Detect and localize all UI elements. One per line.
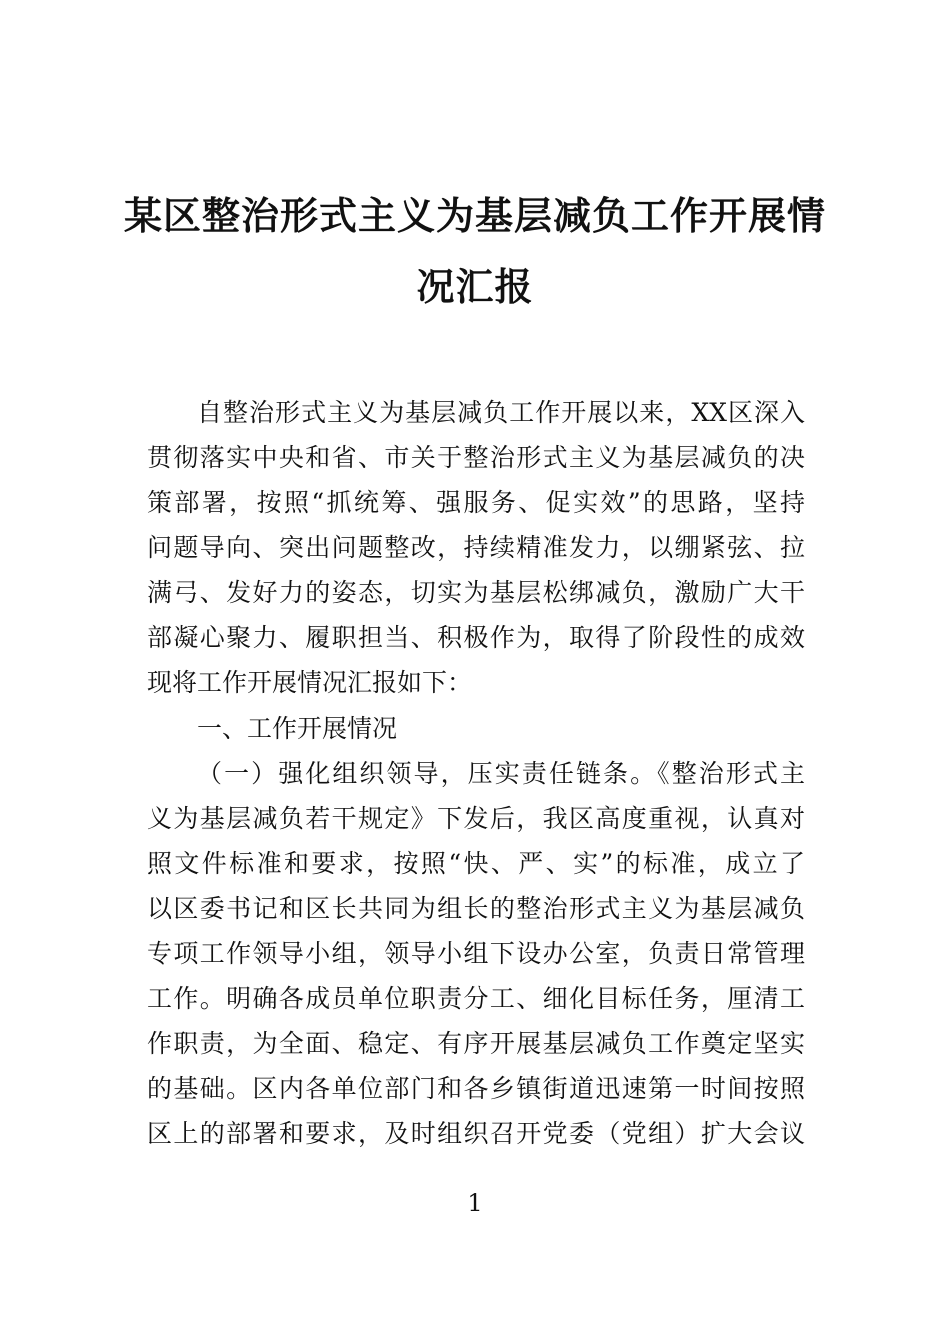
section-one-paragraph-line: 以区委书记和区长共同为组长的整治形式主义为基层减负 [147, 894, 805, 923]
document-title-line-1: 某区整治形式主义为基层减负工作开展情 [123, 193, 826, 238]
intro-paragraph-line: 贯彻落实中央和省、市关于整治形式主义为基层减负的决 [147, 443, 805, 472]
section-one-paragraph-line: 作职责，为全面、稳定、有序开展基层减负工作奠定坚实 [147, 1029, 805, 1058]
section-one-paragraph-line: 义为基层减负若干规定》下发后，我区高度重视，认真对 [147, 804, 805, 833]
section-one-paragraph-line: 的基础。区内各单位部门和各乡镇街道迅速第一时间按照 [147, 1074, 805, 1103]
intro-paragraph-line: 满弓、发好力的姿态，切实为基层松绑减负，激励广大干 [147, 578, 805, 607]
page-number: 1 [467, 1189, 483, 1217]
intro-paragraph-line: 策部署，按照“抓统筹、强服务、促实效”的思路，坚持 [147, 488, 805, 517]
section-one-paragraph-line: 照文件标准和要求，按照“快、严、实”的标准，成立了 [147, 849, 805, 878]
section-heading: 一、工作开展情况 [197, 714, 398, 743]
intro-paragraph-line: 问题导向、突出问题整改，持续精准发力，以绷紧弦、拉 [147, 533, 805, 562]
intro-paragraph-line: 自整治形式主义为基层减负工作开展以来，XX区深入 [197, 398, 805, 427]
section-one-paragraph-line: 区上的部署和要求，及时组织召开党委（党组）扩大会议 [147, 1119, 805, 1148]
section-one-paragraph-line: 专项工作领导小组，领导小组下设办公室，负责日常管理 [147, 939, 805, 968]
section-one-paragraph-line: （一）强化组织领导，压实责任链条。《整治形式主 [197, 759, 805, 788]
intro-paragraph-line: 现将工作开展情况汇报如下： [147, 668, 473, 697]
section-one-paragraph-line: 工作。明确各成员单位职责分工、细化目标任务，厘清工 [147, 984, 805, 1013]
document-title-line-2: 况汇报 [416, 264, 534, 309]
intro-paragraph-line: 部凝心聚力、履职担当、积极作为，取得了阶段性的成效 [147, 623, 805, 652]
